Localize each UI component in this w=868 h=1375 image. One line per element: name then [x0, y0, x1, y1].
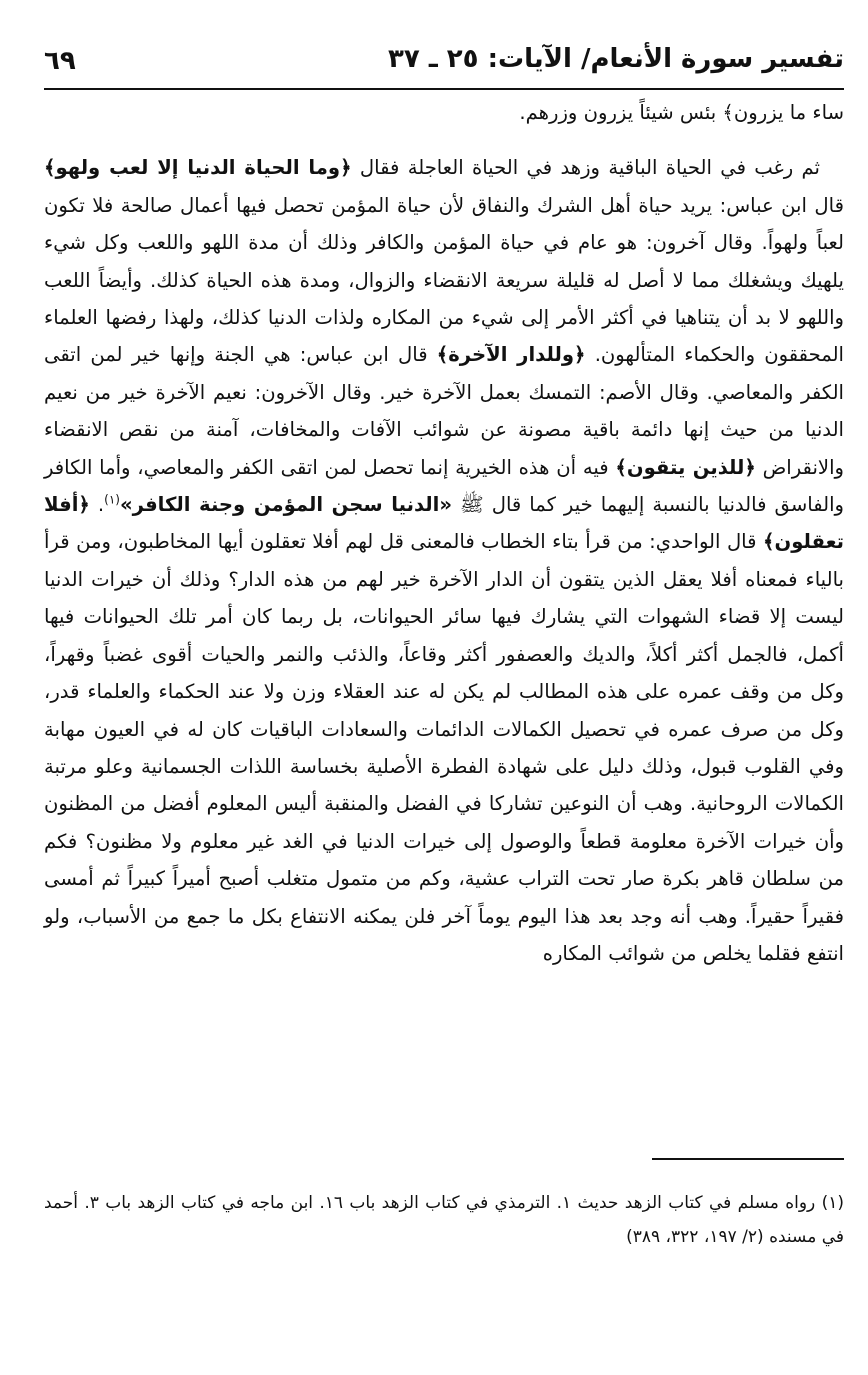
text-run: فيه أن هذه الخيرية إنما تحصل لمن اتقى الكفر والمعاصي، وأما الكافر والفاسق فالدنيا بالنسبة إليهما خير كما قال ﷺ	[44, 455, 844, 517]
running-title: تفسير سورة الأنعام/ الآيات: ٢٥ ـ ٣٧	[388, 44, 844, 74]
hadith-quote: «الدنيا سجن المؤمن وجنة الكافر»	[119, 493, 453, 517]
footnote-reference: (١)	[104, 492, 120, 507]
quran-quote: ﴿وللدار الآخرة﴾	[436, 343, 586, 367]
page-header	[44, 40, 844, 90]
continuation-paragraph: ساء ما يزرون﴾ بئس شيئاً يزرون وزرهم.	[519, 101, 844, 124]
page-number: ٦٩	[44, 46, 76, 76]
text-run: ثم رغب في الحياة الباقية وزهد في الحياة العاجلة فقال	[351, 156, 820, 180]
text-run: .	[89, 493, 105, 517]
text-run: قال ابن عباس: يريد حياة أهل الشرك والنفاق لأن حياة المؤمن تحصل فيها أعمال صالحة فلا تكون لعباً ولهواً. وقال آخرون: هو عام في حياة المؤمن والكافر وذلك أن مدة اللهو واللعب وكل شيء يلهيك ويشغلك مما لا أصل له قليلة سريعة الانقضاء والزوال، ومدة هذه الحياة كذلك. وأيضاً اللعب واللهو لا بد أن يتناهيا في أكثر الأمر إلى شيء من المكاره ولذات الدنيا كذلك، ولهذا رفضها العلماء المحققون والحكماء المتألهون.	[44, 193, 844, 367]
main-text	[44, 94, 844, 972]
quran-quote: ﴿للذين يتقون﴾	[615, 455, 756, 479]
commentary-paragraph	[44, 149, 844, 972]
quran-quote: ﴿أفلا تعقلون﴾	[44, 493, 844, 554]
footnote-divider	[652, 1158, 844, 1160]
text-run: قال الواحدي: من قرأ بتاء الخطاب فالمعنى قل لهم أفلا تعقلون أيها المخاطبون، ومن قرأ بالياء فمعناه أفلا يعقل الذين يتقون أن الدار الآخرة خير لهم من هذه الدار؟ وذلك أن خيرات الدنيا ليست إلا قضاء الشهوات التي يشارك فيها سائر الحيوانات، بل ربما كان أمر تلك الحيوانات فيها أكمل، فالجمل أكثر أكلاً، والديك والعصفور أكثر وقاعاً، والذئب والنمر والحيات أقوى غضباً وقهراً، وكل من وقف عمره على هذه المطالب لم يكن له عند العقلاء وزن ولا عند الحكماء والعلماء قدر، وكل من صرف عمره في تحصيل الكمالات الدائمات والسعادات الباقيات كان له في العيون مهابة وفي القلوب قبول، وذلك دليل على شهادة الفطرة الأصلية بخساسة اللذات الجسمانية وعلو مرتبة الكمالات الروحانية. وهب أن النوعين تشاركا في الفضل والمنقبة أليس المعلوم أفضل من المظنون وأن خيرات الآخرة معلومة قطعاً والوصول إلى خيرات الدنيا في الغد غير معلوم ولا مظنون؟ فكم من سلطان قاهر بكرة صار تحت التراب عشية، وكم من متمول متغلب أصبح أميراً كبيراً ثم أمسى فقيراً حقيراً. وهب أنه وجد بعد هذا اليوم يوماً آخر فلن يمكنه الانتفاع بكل ما جمع من الأسباب، ولو انتفع فقلما يخلص من شوائب المكاره	[44, 530, 844, 965]
footnote: (١) رواه مسلم في كتاب الزهد حديث ١. الترمذي في كتاب الزهد باب ١٦. ابن ماجه في كتاب الزهد باب ٣. أحمد في مسنده (٢/ ١٩٧، ٣٢٢، ٣٨٩)	[44, 1193, 844, 1247]
text-run: قال ابن عباس: هي الجنة وإنها خير لمن اتقى الكفر والمعاصي. وقال الأصم: التمسك بعمل الآخرة خير. وقال الآخرون: نعيم الآخرة خير من نعيم الدنيا من حيث إنها دائمة باقية مصونة عن شوائب الآفات والمخافات، آمنة من نقص الانقضاء والانقراض	[44, 343, 844, 479]
quran-quote: ﴿وما الحياة الدنيا إلا لعب ولهو﴾	[44, 156, 352, 180]
